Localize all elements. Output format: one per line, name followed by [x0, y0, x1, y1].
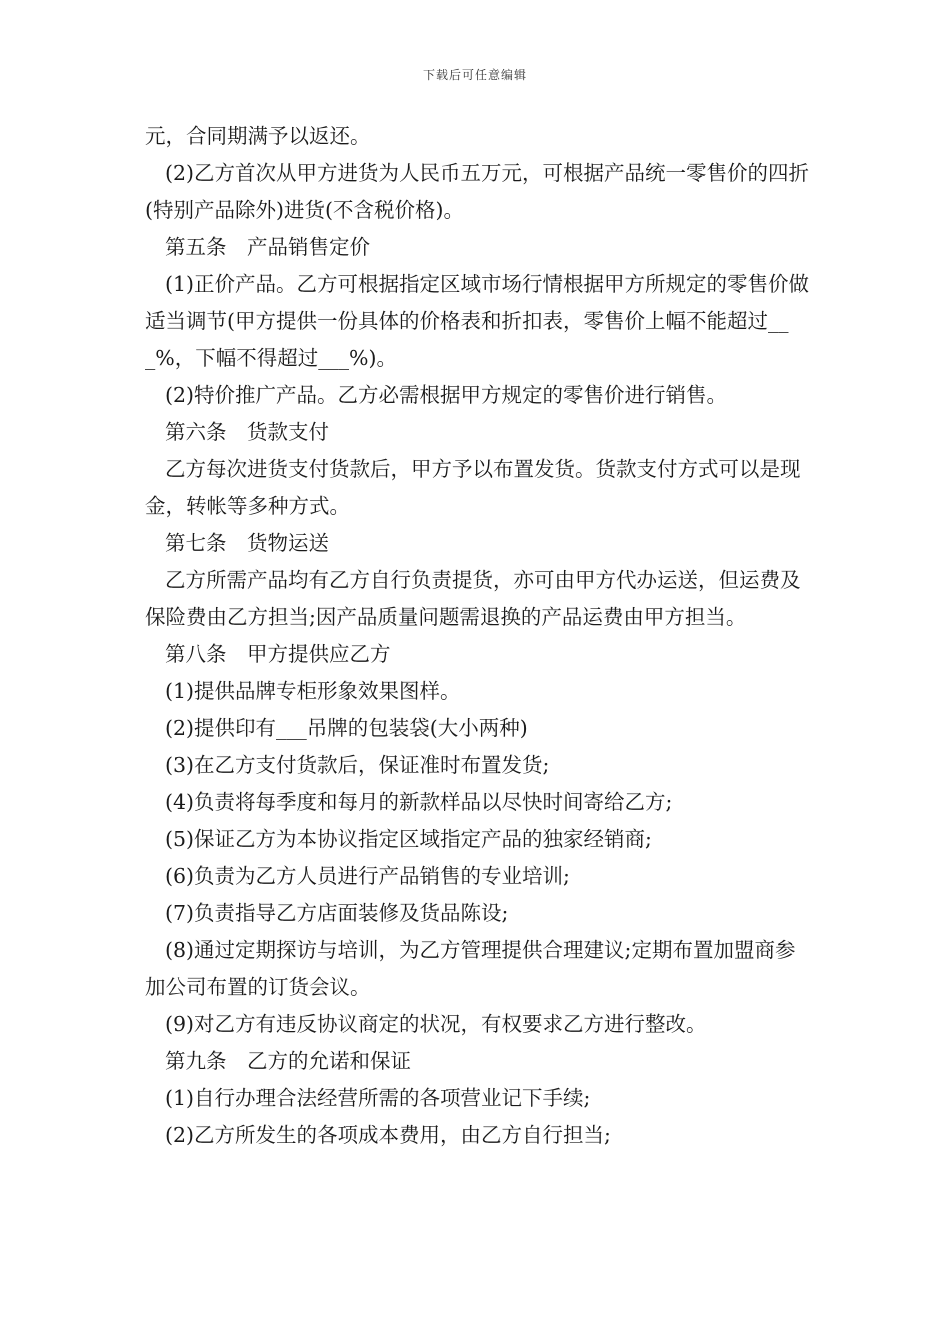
list-item: (4)负责将每季度和每月的新款样品以尽快时间寄给乙方; — [165, 790, 673, 814]
list-item: (1)自行办理合法经营所需的各项营业记下手续; — [165, 1086, 591, 1110]
list-item: (3)在乙方支付货款后，保证准时布置发货; — [165, 753, 550, 777]
list-item: (2)提供印有___吊牌的包装袋(大小两种) — [165, 716, 528, 740]
paragraph: 乙方每次进货支付货款后，甲方予以布置发货。货款支付方式可以是现金，转帐等多种方式。 — [145, 457, 801, 518]
paragraph: (2)特价推广产品。乙方必需根据甲方规定的零售价进行销售。 — [165, 383, 728, 407]
article-heading: 第五条 产品销售定价 — [165, 235, 370, 259]
document-body — [145, 118, 810, 1154]
article-heading: 第七条 货物运送 — [165, 531, 329, 555]
article-heading: 第六条 货款支付 — [165, 420, 329, 444]
article-heading: 第八条 甲方提供应乙方 — [165, 642, 391, 666]
paragraph-continuation: 元，合同期满予以返还。 — [145, 124, 371, 148]
list-item: (7)负责指导乙方店面装修及货品陈设; — [165, 901, 509, 925]
list-item: (2)乙方所发生的各项成本费用，由乙方自行担当; — [165, 1123, 611, 1147]
header-note: 下载后可任意编辑 — [422, 68, 527, 82]
list-item: (9)对乙方有违反协议商定的状况，有权要求乙方进行整改。 — [165, 1012, 707, 1036]
list-item: (6)负责为乙方人员进行产品销售的专业培训; — [165, 864, 570, 888]
list-item: (1)提供品牌专柜形象效果图样。 — [165, 679, 461, 703]
article-heading: 第九条 乙方的允诺和保证 — [165, 1049, 411, 1073]
paragraph: (1)正价产品。乙方可根据指定区域市场行情根据甲方所规定的零售价做适当调节(甲方提供一份具体的价格表和折扣表，零售价上幅不能超过___%，下幅不得超过___%)。 — [145, 272, 810, 370]
paragraph: 乙方所需产品均有乙方自行负责提货，亦可由甲方代办运送，但运费及保险费由乙方担当;因产品质量问题需退换的产品运费由甲方担当。 — [145, 568, 801, 629]
list-item: (5)保证乙方为本协议指定区域指定产品的独家经销商; — [165, 827, 652, 851]
list-item: (8)通过定期探访与培训，为乙方管理提供合理建议;定期布置加盟商参加公司布置的订货会议。 — [145, 938, 796, 999]
paragraph: (2)乙方首次从甲方进货为人民币五万元，可根据产品统一零售价的四折(特别产品除外)进货(不含税价格)。 — [145, 161, 810, 222]
